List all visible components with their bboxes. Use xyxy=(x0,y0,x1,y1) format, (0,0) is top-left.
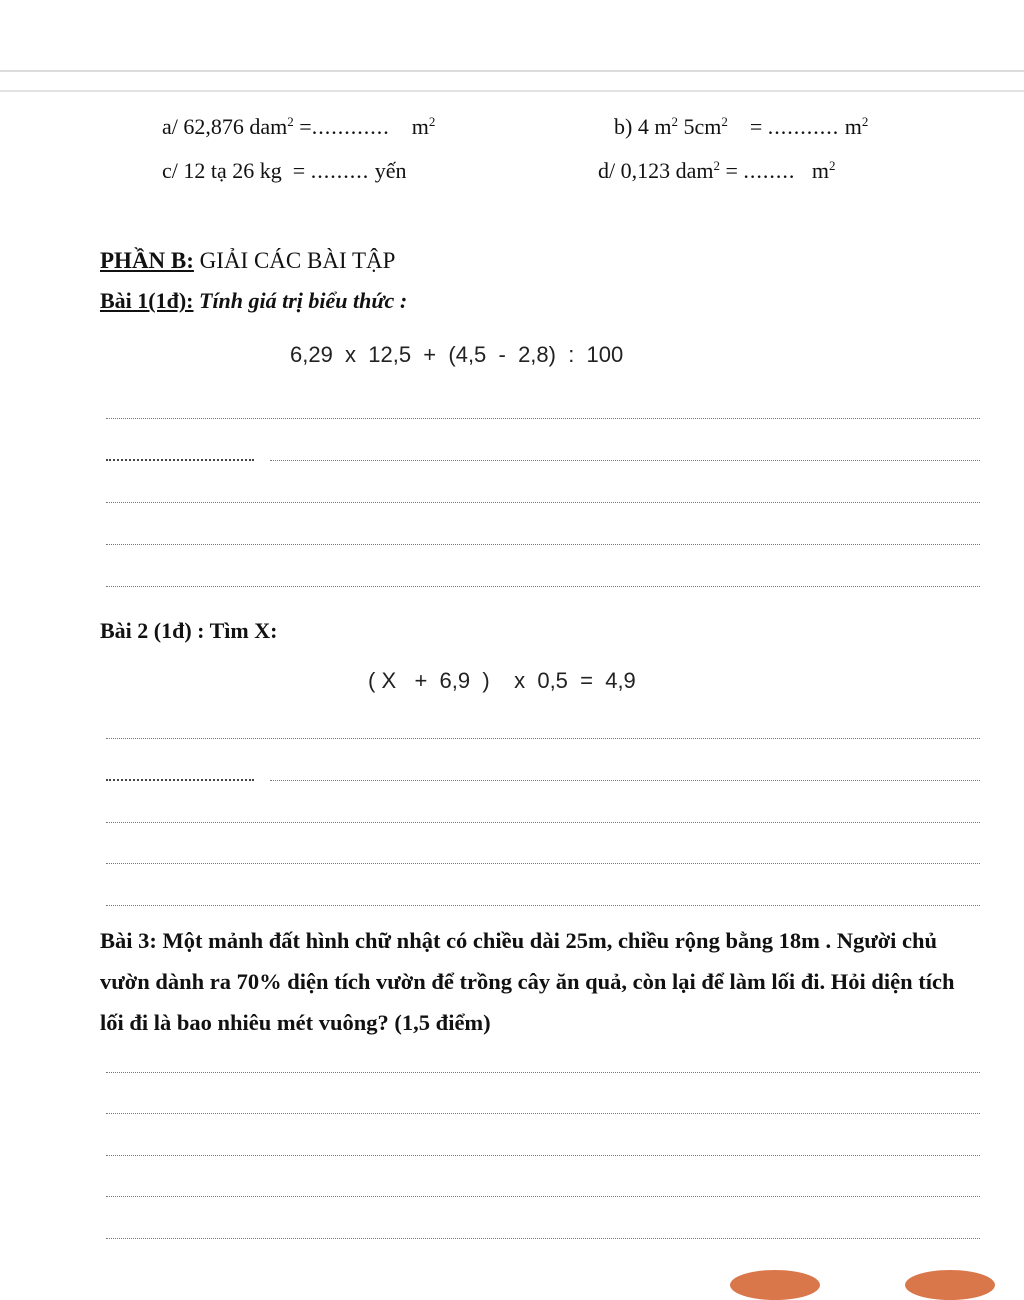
conversion-d: d/ 0,123 dam$^2$ = ........ $m^2$ xyxy=(598,158,836,183)
answer-line xyxy=(106,1155,980,1156)
answer-line xyxy=(106,1238,980,1239)
answer-line xyxy=(270,460,980,461)
answer-line xyxy=(106,1072,980,1073)
bai1-heading: Bài 1(1đ): Tính giá trị biểu thức : xyxy=(100,288,408,313)
bai2-expression: ( X + 6,9 ) x 0,5 = 4,9 xyxy=(368,668,636,693)
top-blank-area xyxy=(0,0,1024,70)
answer-line xyxy=(106,822,980,823)
conversion-a: a/ 62,876 dam$^2$ =............ $m^2$ xyxy=(162,114,436,139)
answer-line xyxy=(106,586,980,587)
section-heading: PHẦN B: GIẢI CÁC BÀI TẬP xyxy=(100,248,396,273)
answer-line xyxy=(106,1196,980,1197)
answer-line xyxy=(106,502,980,503)
bottom-decoration-left xyxy=(730,1270,820,1300)
bottom-decoration-right xyxy=(905,1270,995,1300)
page-top-border xyxy=(0,70,1024,72)
answer-line xyxy=(270,780,980,781)
answer-line xyxy=(106,544,980,545)
answer-line xyxy=(106,905,980,906)
answer-line xyxy=(106,1113,980,1114)
answer-line xyxy=(106,418,980,419)
conversion-c: c/ 12 tạ 26 kg = ......... yến xyxy=(162,158,407,183)
bai2-heading: Bài 2 (1đ) : Tìm X: xyxy=(100,618,278,643)
bai1-expression: 6,29 x 12,5 + (4,5 - 2,8) : 100 xyxy=(290,342,624,367)
answer-line xyxy=(106,738,980,739)
answer-line-start xyxy=(106,459,254,461)
bai3-problem: Bài 3: Một mảnh đất hình chữ nhật có chiều dài 25m, chiều rộng bằng 18m . Người chủ vườn dành ra 70% diện tích vườn để trồng cây ăn quả, còn lại để làm lối đi. Hỏi diện tích lối đi là bao nhiêu mét vuông? (1,5 điểm) xyxy=(100,928,955,1035)
answer-line-start xyxy=(106,779,254,781)
answer-line xyxy=(106,863,980,864)
conversion-b: b) 4 $m^2$ $5cm^2$ = ........... $m^2$ xyxy=(614,114,869,139)
page-top-border-inner xyxy=(0,90,1024,92)
